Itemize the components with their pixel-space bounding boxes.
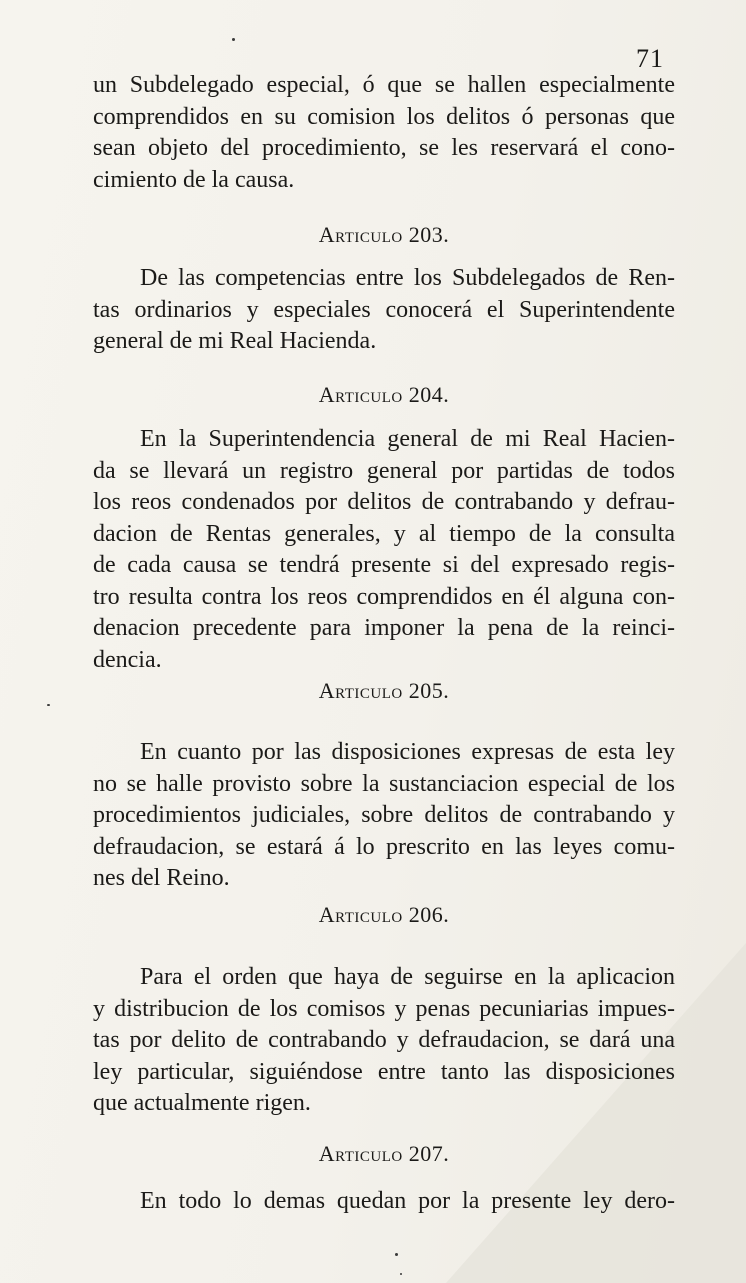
ink-speck	[232, 38, 235, 41]
article-206-body	[93, 962, 675, 1120]
text-line: no se halle provisto sobre la sustanciacion especial de los	[93, 770, 675, 797]
text-line: En la Superintendencia general de mi Real Hacien-	[140, 426, 675, 452]
text-line: tro resulta contra los reos comprendidos en él alguna con-	[93, 583, 675, 610]
text-line: comprendidos en su comision los delitos ó personas que	[93, 103, 675, 130]
text-line: cimiento de la causa.	[93, 166, 295, 193]
article-203-body	[93, 263, 675, 358]
article-heading-203: Articulo 203.	[318, 222, 450, 247]
text-line: general de mi Real Hacienda.	[93, 328, 377, 354]
text-line: procedimientos judiciales, sobre delitos de contrabando y	[93, 802, 675, 828]
article-heading-204: Articulo 204.	[318, 382, 450, 407]
text-line: nes del Reino.	[93, 865, 230, 891]
text-line: tas por delito de contrabando y defraudacion, se dará una	[93, 1027, 675, 1053]
text-line: En cuanto por las disposiciones expresas de esta ley	[140, 739, 675, 765]
text-line: da se llevará un registro general por partidas de todos	[93, 457, 675, 484]
text-line: dencia.	[93, 646, 162, 673]
ink-speck	[47, 704, 50, 706]
ink-speck	[400, 1273, 402, 1275]
text-line: tas ordinarios y especiales conocerá el Superintendente	[93, 296, 675, 323]
ink-speck	[395, 1253, 398, 1256]
paragraph-continuation	[93, 70, 675, 196]
article-207-body	[93, 1186, 675, 1218]
text-line: de cada causa se tendrá presente si del expresado regis-	[93, 552, 675, 578]
text-line: los reos condenados por delitos de contrabando y defrau-	[93, 489, 675, 515]
text-line: dacion de Rentas generales, y al tiempo de la consulta	[93, 520, 675, 547]
article-205-body	[93, 737, 675, 895]
page-number: 71	[636, 44, 664, 73]
article-204-body	[93, 424, 675, 676]
text-line: un Subdelegado especial, ó que se hallen especialmente	[93, 72, 675, 98]
text-line: Para el orden que haya de seguirse en la aplicacion	[140, 964, 675, 990]
text-line: defraudacion, se estará á lo prescrito en las leyes comu-	[93, 833, 675, 860]
text-line: En todo lo demas quedan por la presente ley dero-	[140, 1188, 675, 1214]
text-line: denacion precedente para imponer la pena de la reinci-	[93, 615, 675, 641]
text-line: que actualmente rigen.	[93, 1090, 311, 1116]
article-heading-207: Articulo 207.	[318, 1141, 450, 1166]
text-line: sean objeto del procedimiento, se les reservará el cono-	[93, 135, 675, 161]
article-heading-205: Articulo 205.	[318, 678, 450, 703]
text-line: y distribucion de los comisos y penas pecuniarias impues-	[93, 995, 675, 1022]
text-line: ley particular, siguiéndose entre tanto las disposiciones	[93, 1058, 675, 1085]
article-heading-206: Articulo 206.	[318, 902, 450, 927]
text-line: De las competencias entre los Subdelegados de Ren-	[140, 265, 675, 291]
